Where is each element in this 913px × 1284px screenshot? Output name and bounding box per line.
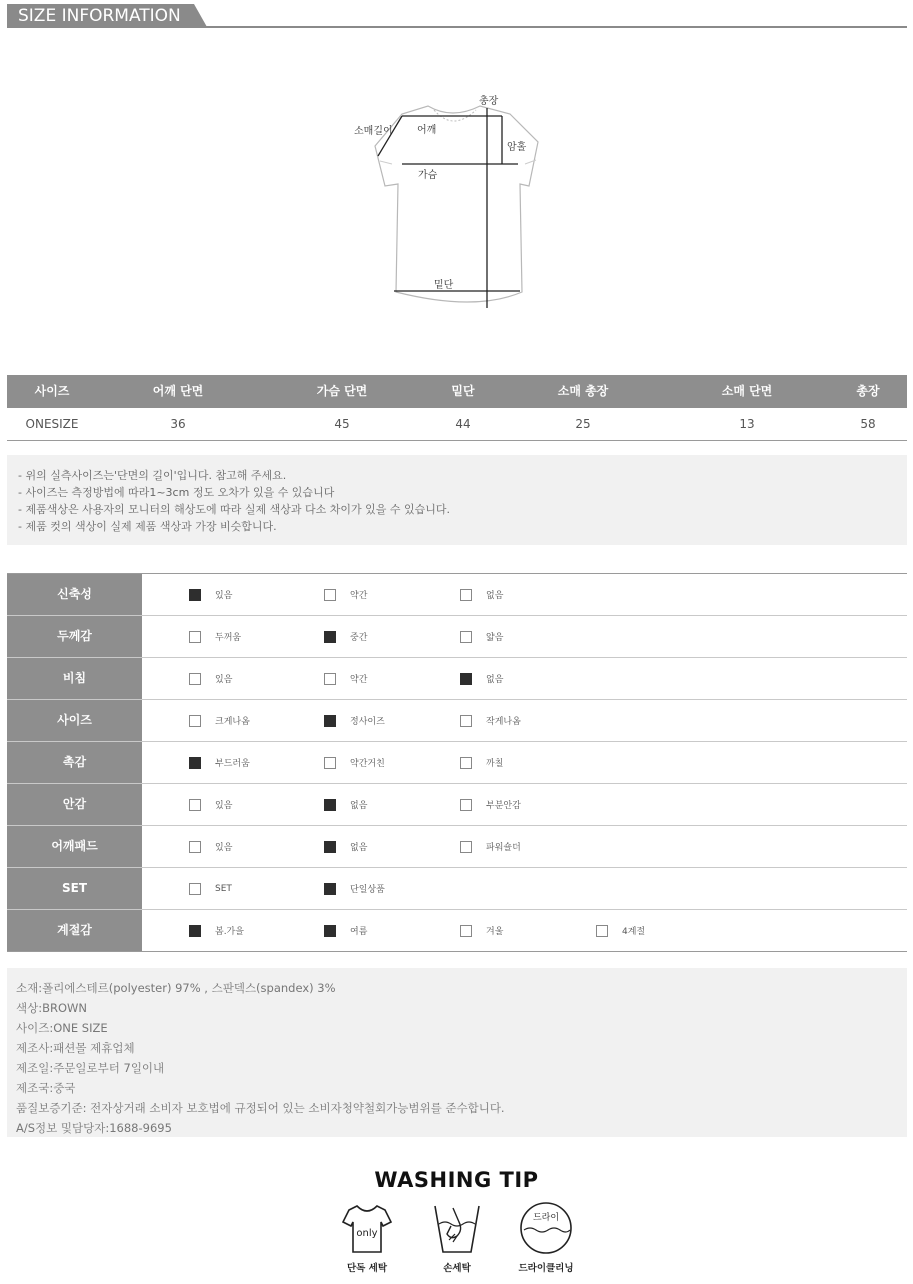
- unchecked-box-icon: [460, 841, 472, 853]
- option-label: 약간: [350, 591, 368, 601]
- washing-title: WASHING TIP: [374, 1168, 539, 1192]
- section-title: SIZE INFORMATION: [18, 6, 181, 26]
- note-line: - 사이즈는 측정방법에 따라1~3cm 정도 오차가 있을 수 있습니다: [18, 486, 335, 499]
- label-sleeve-length: 소매길이: [354, 126, 393, 137]
- option-label: 정사이즈: [350, 717, 385, 727]
- info-color: 색상:BROWN: [16, 1001, 87, 1015]
- property-row: [7, 616, 907, 658]
- option-label: 없음: [350, 843, 368, 853]
- size-table: [7, 375, 907, 441]
- option-label: 부분안감: [486, 801, 521, 811]
- section-header: [7, 4, 907, 28]
- shirt-icon-text: only: [356, 1228, 378, 1239]
- property-row: [7, 910, 907, 952]
- wash-item-dry: [511, 1200, 581, 1280]
- table-cell: 44: [455, 417, 471, 431]
- note-line: - 제품색상은 사용자의 모니터의 해상도에 따라 실제 색상과 다소 차이가 있을 수 있습니다.: [18, 503, 450, 516]
- unchecked-box-icon: [460, 589, 472, 601]
- option-label: 있음: [215, 675, 233, 685]
- property-option: [460, 658, 503, 699]
- property-option: [460, 826, 521, 867]
- checked-box-icon: [324, 799, 336, 811]
- property-row: [7, 868, 907, 910]
- option-label: 얇음: [486, 633, 504, 643]
- shirt-icon: [339, 1200, 395, 1256]
- option-label: 단일상품: [350, 885, 385, 895]
- table-cell: 25: [575, 417, 591, 431]
- checked-box-icon: [324, 715, 336, 727]
- property-label: 두께감: [7, 616, 142, 657]
- size-table-header: [7, 375, 907, 408]
- option-label: SET: [215, 883, 232, 894]
- unchecked-box-icon: [189, 799, 201, 811]
- fabric-property-table: [7, 573, 907, 952]
- wash-item-only: [332, 1200, 402, 1280]
- checked-box-icon: [189, 925, 201, 937]
- header-cell: 소매 총장: [557, 384, 609, 398]
- option-label: 없음: [350, 801, 368, 811]
- option-label: 있음: [215, 801, 233, 811]
- property-row: [7, 826, 907, 868]
- unchecked-box-icon: [189, 883, 201, 895]
- property-option: [189, 826, 232, 867]
- label-armhole: 암홀: [507, 142, 527, 153]
- property-option: [460, 616, 503, 657]
- unchecked-box-icon: [189, 715, 201, 727]
- table-cell: 36: [170, 417, 186, 431]
- property-option: [324, 868, 385, 909]
- unchecked-box-icon: [460, 715, 472, 727]
- unchecked-box-icon: [324, 757, 336, 769]
- unchecked-box-icon: [460, 799, 472, 811]
- header-cell: 총장: [856, 384, 880, 398]
- dry-clean-icon: [518, 1200, 574, 1256]
- property-label: 안감: [7, 784, 142, 825]
- property-label: SET: [7, 868, 142, 909]
- unchecked-box-icon: [460, 757, 472, 769]
- unchecked-box-icon: [324, 673, 336, 685]
- property-row: [7, 700, 907, 742]
- header-cell: 소매 단면: [721, 384, 773, 398]
- measurement-notes: [7, 455, 907, 545]
- label-chest: 가슴: [418, 170, 438, 181]
- checked-box-icon: [189, 589, 201, 601]
- property-label: 신축성: [7, 574, 142, 615]
- table-cell: 45: [334, 417, 350, 431]
- property-option: [324, 742, 385, 783]
- dry-clean-icon-text: 드라이: [532, 1213, 560, 1223]
- unchecked-box-icon: [324, 589, 336, 601]
- option-label: 파워숄더: [486, 843, 521, 853]
- header-cell: 어깨 단면: [152, 384, 204, 398]
- property-option: [596, 910, 645, 951]
- option-label: 봄.가을: [215, 927, 244, 937]
- property-option: [324, 700, 385, 741]
- unchecked-box-icon: [189, 631, 201, 643]
- table-cell: 58: [860, 417, 876, 431]
- property-label: 비침: [7, 658, 142, 699]
- table-cell: ONESIZE: [25, 417, 79, 431]
- property-label: 계절감: [7, 910, 142, 951]
- property-option: [460, 574, 503, 615]
- option-label: 약간: [350, 675, 368, 685]
- property-option: [324, 784, 367, 825]
- note-line: - 위의 실측사이즈는'단면의 길이'입니다. 참고해 주세요.: [18, 469, 287, 482]
- header-cell: 가슴 단면: [316, 384, 368, 398]
- info-warranty: 품질보증기준: 전자상거래 소비자 보호법에 규정되어 있는 소비자청약철회가능범위를 준수합니다.: [16, 1101, 505, 1115]
- info-as-contact: A/S정보 및담당자:1688-9695: [16, 1121, 172, 1135]
- checked-box-icon: [460, 673, 472, 685]
- table-row: [7, 408, 907, 441]
- option-label: 중간: [350, 633, 368, 643]
- tshirt-outline-icon: [340, 86, 570, 318]
- property-label: 촉감: [7, 742, 142, 783]
- property-option: [189, 700, 250, 741]
- option-label: 여름: [350, 927, 368, 937]
- product-info: [7, 968, 907, 1137]
- label-total-length: 총장: [479, 96, 499, 107]
- info-maker: 제조사:패션몰 제휴업체: [16, 1041, 135, 1055]
- option-label: 약간거친: [350, 759, 385, 769]
- checked-box-icon: [189, 757, 201, 769]
- option-label: 부드러움: [215, 759, 250, 769]
- unchecked-box-icon: [189, 841, 201, 853]
- property-option: [189, 616, 241, 657]
- property-option: [460, 742, 503, 783]
- property-option: [189, 574, 232, 615]
- property-option: [189, 910, 244, 951]
- option-label: 까칠: [486, 759, 504, 769]
- option-label: 있음: [215, 843, 233, 853]
- garment-diagram: [340, 86, 570, 318]
- option-label: 작게나옴: [486, 717, 521, 727]
- checked-box-icon: [324, 631, 336, 643]
- wash-label: 단독 세탁: [346, 1263, 387, 1274]
- unchecked-box-icon: [189, 673, 201, 685]
- property-option: [324, 910, 367, 951]
- property-row: [7, 784, 907, 826]
- checked-box-icon: [324, 841, 336, 853]
- option-label: 4계절: [622, 927, 646, 937]
- property-option: [460, 910, 503, 951]
- option-label: 없음: [486, 591, 504, 601]
- property-option: [189, 784, 232, 825]
- property-option: [460, 700, 521, 741]
- wash-label: 손세탁: [443, 1263, 471, 1274]
- info-material: 소재:폴리에스테르(polyester) 97% , 스판덱스(spandex) 3%: [16, 981, 336, 995]
- unchecked-box-icon: [460, 631, 472, 643]
- info-date: 제조일:주문일로부터 7일이내: [16, 1061, 165, 1075]
- checked-box-icon: [324, 883, 336, 895]
- hand-wash-icon: [429, 1200, 485, 1256]
- info-size: 사이즈:ONE SIZE: [16, 1021, 108, 1035]
- header-cell: 밑단: [451, 384, 475, 398]
- note-line: - 제품 컷의 색상이 실제 제품 색상과 가장 비슷합니다.: [18, 520, 277, 533]
- label-hem: 밑단: [434, 280, 454, 291]
- option-label: 겨울: [486, 927, 504, 937]
- table-cell: 13: [739, 417, 755, 431]
- property-row: [7, 742, 907, 784]
- wash-label: 드라이클리닝: [518, 1263, 574, 1274]
- property-row: [7, 574, 907, 616]
- property-option: [460, 784, 521, 825]
- property-label: 사이즈: [7, 700, 142, 741]
- info-country: 제조국:중국: [16, 1081, 76, 1095]
- option-label: 두꺼움: [215, 633, 242, 643]
- option-label: 크게나옴: [215, 717, 250, 727]
- header-rule: [7, 26, 907, 28]
- unchecked-box-icon: [460, 925, 472, 937]
- property-option: [189, 658, 232, 699]
- label-shoulder: 어깨: [417, 125, 437, 136]
- unchecked-box-icon: [596, 925, 608, 937]
- property-label: 어깨패드: [7, 826, 142, 867]
- property-option: [324, 658, 367, 699]
- property-option: [189, 868, 232, 909]
- option-label: 없음: [486, 675, 504, 685]
- property-option: [324, 826, 367, 867]
- property-row: [7, 658, 907, 700]
- option-label: 있음: [215, 591, 233, 601]
- property-option: [189, 742, 250, 783]
- property-option: [324, 574, 367, 615]
- checked-box-icon: [324, 925, 336, 937]
- wash-item-hand: [422, 1200, 492, 1280]
- header-cell: 사이즈: [34, 384, 70, 398]
- property-option: [324, 616, 367, 657]
